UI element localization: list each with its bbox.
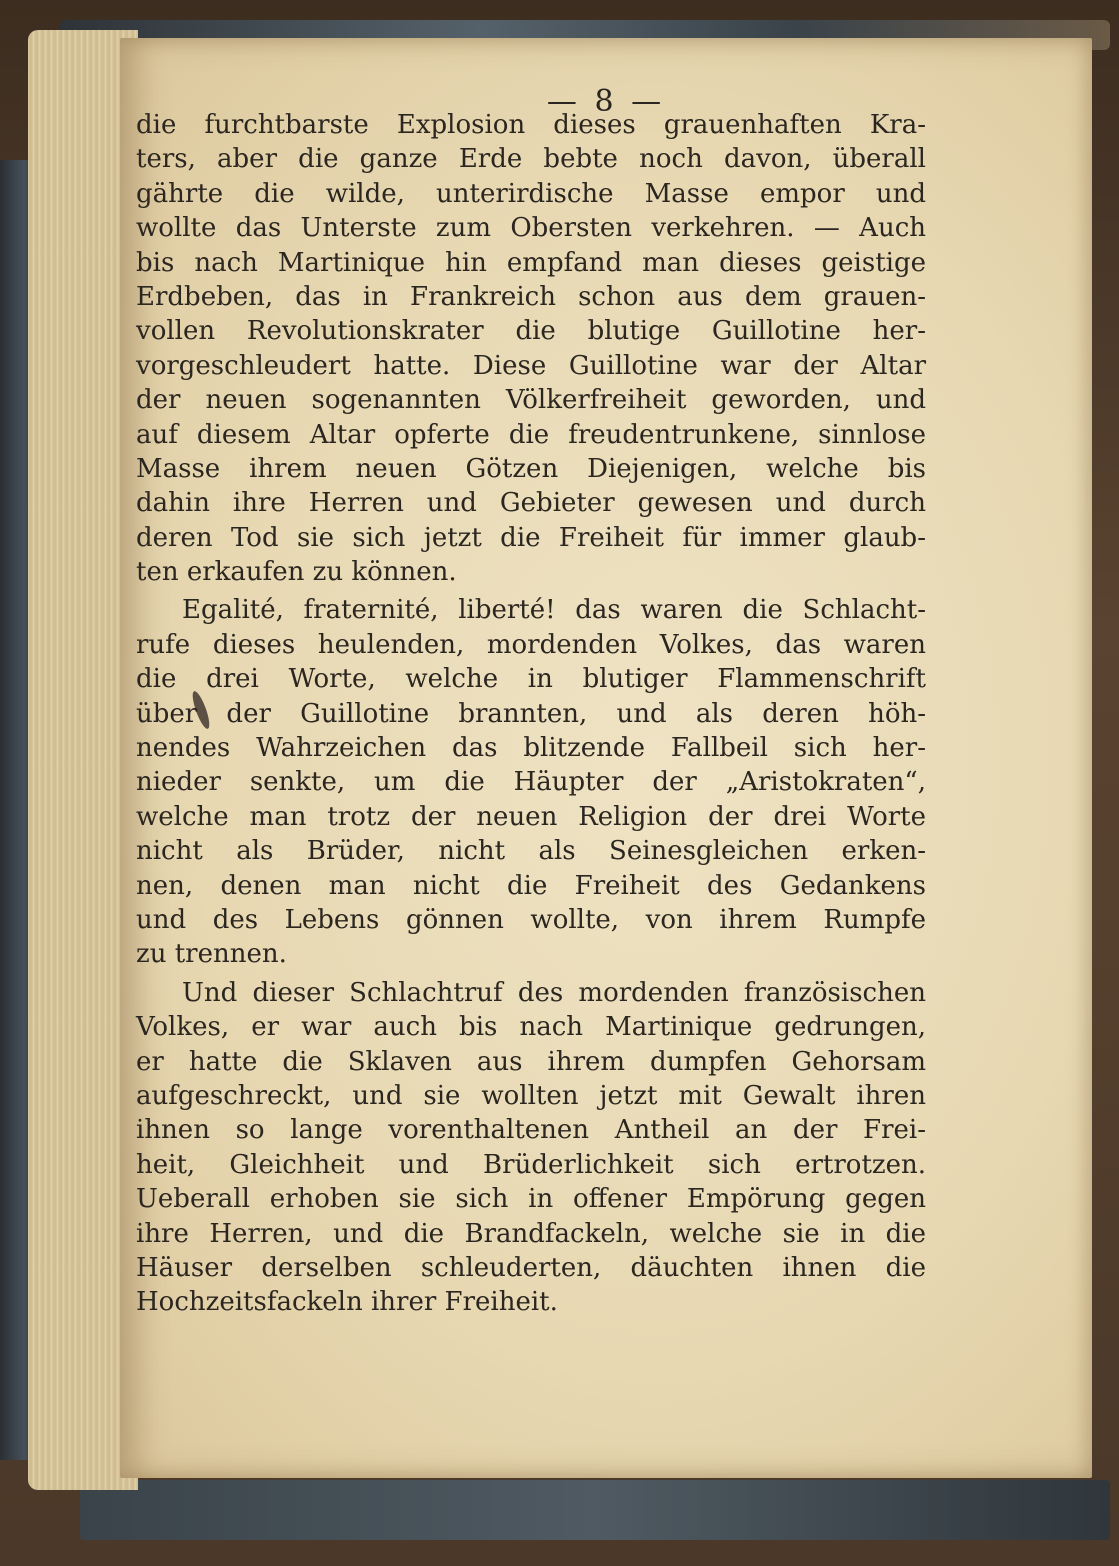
- text-line: aufgeschreckt, und sie wollten jetzt mit Gewalt ihren: [136, 1080, 926, 1111]
- text-line: ihnen so lange vorenthaltenen Antheil an der Frei-: [136, 1115, 926, 1146]
- text-line: Volkes, er war auch bis nach Martinique gedrungen,: [136, 1012, 926, 1043]
- text-line: dahin ihre Herren und Gebieter gewesen und durch: [136, 488, 926, 519]
- text-line: nicht als Brüder, nicht als Seinesgleichen erken-: [136, 836, 926, 867]
- text-line: heit, Gleichheit und Brüderlichkeit sich ertrotzen.: [136, 1149, 926, 1180]
- paragraph: [136, 108, 926, 589]
- paragraph: [136, 593, 926, 971]
- text-line: er hatte die Sklaven aus ihrem dumpfen Gehorsam: [136, 1046, 926, 1077]
- text-line: ten erkaufen zu können.: [136, 557, 457, 588]
- text-line: Und dieser Schlachtruf des mordenden französischen: [182, 977, 926, 1008]
- text-line: welche man trotz der neuen Religion der drei Worte: [136, 801, 926, 832]
- binding-bottom-edge: [80, 1480, 1110, 1540]
- text-line: Häuser derselben schleuderten, däuchten ihnen die: [136, 1252, 926, 1283]
- text-line: Ueberall erhoben sie sich in offener Empörung gegen: [136, 1184, 926, 1215]
- text-line: rufe dieses heulenden, mordenden Volkes, das waren: [136, 629, 926, 660]
- text-line: Egalité, fraternité, liberté! das waren die Schlacht-: [182, 595, 926, 626]
- text-line: vollen Revolutionskrater die blutige Guillotine her-: [136, 316, 926, 347]
- paragraph: [136, 976, 926, 1320]
- text-line: vorgeschleudert hatte. Diese Guillotine war der Altar: [136, 350, 926, 381]
- body-text: [136, 108, 926, 1320]
- text-line: und des Lebens gönnen wollte, von ihrem Rumpfe: [136, 904, 926, 935]
- text-line: gährte die wilde, unterirdische Masse empor und: [136, 178, 926, 209]
- text-line: ters, aber die ganze Erde bebte noch davon, überall: [136, 144, 926, 175]
- text-line: nen, denen man nicht die Freiheit des Gedankens: [136, 870, 926, 901]
- text-line: nendes Wahrzeichen das blitzende Fallbeil sich her-: [136, 733, 926, 764]
- text-line: nieder senkte, um die Häupter der „Aristokraten“,: [136, 767, 926, 798]
- text-line: Masse ihrem neuen Götzen Diejenigen, welche bis: [136, 453, 926, 484]
- text-line: die furchtbarste Explosion dieses grauenhaften Kra-: [136, 110, 926, 140]
- text-line: die drei Worte, welche in blutiger Flammenschrift: [136, 664, 926, 695]
- text-line: über der Guillotine brannten, und als deren höh-: [136, 698, 926, 729]
- text-line: deren Tod sie sich jetzt die Freiheit für immer glaub-: [136, 522, 926, 553]
- text-line: der neuen sogenannten Völkerfreiheit geworden, und: [136, 385, 926, 416]
- text-line: Erdbeben, das in Frankreich schon aus dem grauen-: [136, 281, 926, 312]
- text-line: zu trennen.: [136, 939, 287, 970]
- text-line: wollte das Unterste zum Obersten verkehren. — Auch: [136, 213, 926, 244]
- text-line: bis nach Martinique hin empfand man dieses geistige: [136, 247, 926, 278]
- text-line: ihre Herren, und die Brandfackeln, welche sie in die: [136, 1218, 926, 1249]
- text-line: auf diesem Altar opferte die freudentrunkene, sinnlose: [136, 419, 926, 450]
- text-line: Hochzeitsfackeln ihrer Freiheit.: [136, 1287, 558, 1318]
- page-number: — 8 —: [546, 84, 666, 119]
